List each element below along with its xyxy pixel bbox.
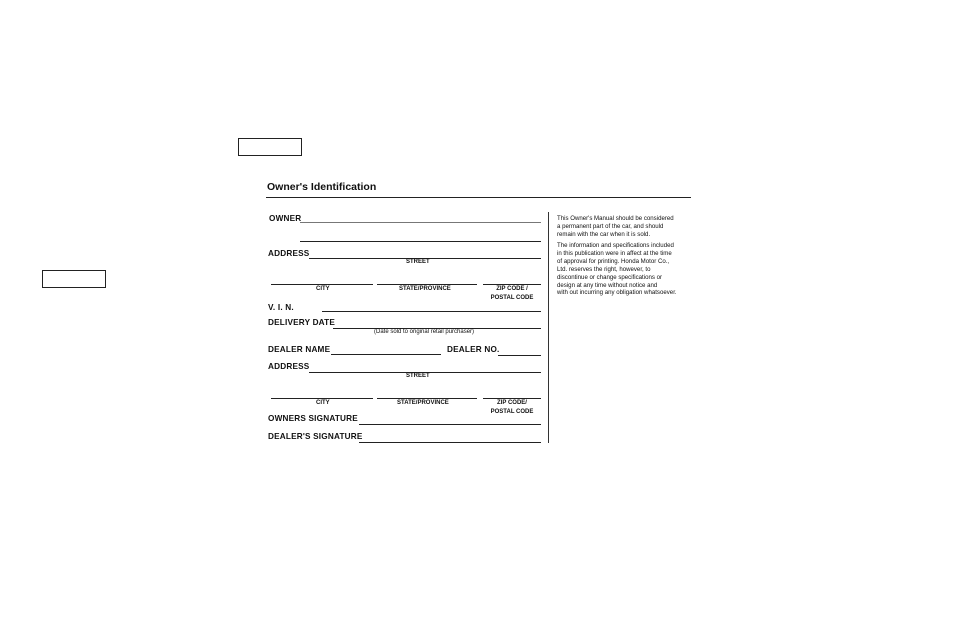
city-caption: CITY (316, 286, 330, 292)
notice-paragraph-1 (557, 215, 674, 239)
notice-line: discontinue or change specifications or (557, 273, 663, 281)
notice-line: Ltd. reserves the right, however, to (557, 265, 651, 273)
owners-signature-field[interactable] (359, 424, 541, 425)
owner-field[interactable] (300, 222, 541, 223)
dealer-no-field[interactable] (498, 355, 541, 356)
title-rule (266, 197, 691, 198)
dealers-signature-label: DEALER'S SIGNATURE (268, 432, 363, 441)
owner-label: OWNER (269, 214, 302, 223)
zip-caption-line1: ZIP CODE / (496, 286, 528, 292)
address-label: ADDRESS (268, 249, 310, 258)
notice-line: in this publication were in affect at the time (557, 249, 672, 257)
street-caption: STREET (406, 259, 430, 265)
dealer-city-field[interactable] (271, 398, 373, 399)
address-city-field[interactable] (271, 284, 373, 285)
notice-paragraph-2 (557, 242, 677, 297)
vin-field[interactable] (322, 311, 541, 312)
dealer-state-field[interactable] (377, 398, 477, 399)
dealer-zip-caption-line2: POSTAL CODE (490, 409, 534, 415)
tab-box-top (238, 138, 302, 156)
dealer-zip-field[interactable] (483, 398, 541, 399)
notice-line: remain with the car when it is sold. (557, 230, 651, 238)
address-zip-field[interactable] (483, 284, 541, 285)
dealer-state-caption: STATE/PROVINCE (397, 400, 449, 406)
vin-label: V. I. N. (268, 303, 294, 312)
dealer-name-field[interactable] (331, 354, 441, 355)
notice-line: a permanent part of the car, and should (557, 222, 664, 230)
dealer-city-caption: CITY (316, 400, 330, 406)
dealer-address-label: ADDRESS (268, 362, 310, 371)
dealers-signature-field[interactable] (359, 442, 541, 443)
dealer-name-label: DEALER NAME (268, 345, 331, 354)
notice-line: design at any time without notice and (557, 281, 658, 289)
page-title: Owner's Identification (267, 181, 377, 193)
state-caption: STATE/PROVINCE (399, 286, 451, 292)
notice-line: with out incurring any obligation whatsoever. (557, 289, 677, 297)
address-state-field[interactable] (377, 284, 477, 285)
notice-line: This Owner's Manual should be considered (557, 215, 674, 222)
delivery-date-label: DELIVERY DATE (268, 318, 336, 327)
owners-signature-label: OWNERS SIGNATURE (268, 414, 358, 423)
dealer-street-caption: STREET (406, 373, 430, 379)
notice-line: of approval for printing. Honda Motor Co., (557, 257, 670, 265)
delivery-date-note: (Date sold to original retail purchaser) (374, 329, 475, 335)
dealer-zip-caption-line1: ZIP CODE/ (497, 400, 527, 406)
owner-field-line2[interactable] (300, 241, 541, 242)
zip-caption-line2: POSTAL CODE (490, 295, 534, 301)
column-divider (548, 212, 549, 443)
tab-box-left (42, 270, 106, 288)
notice-line: The information and specifications included (557, 242, 674, 249)
dealer-no-label: DEALER NO. (447, 345, 500, 354)
